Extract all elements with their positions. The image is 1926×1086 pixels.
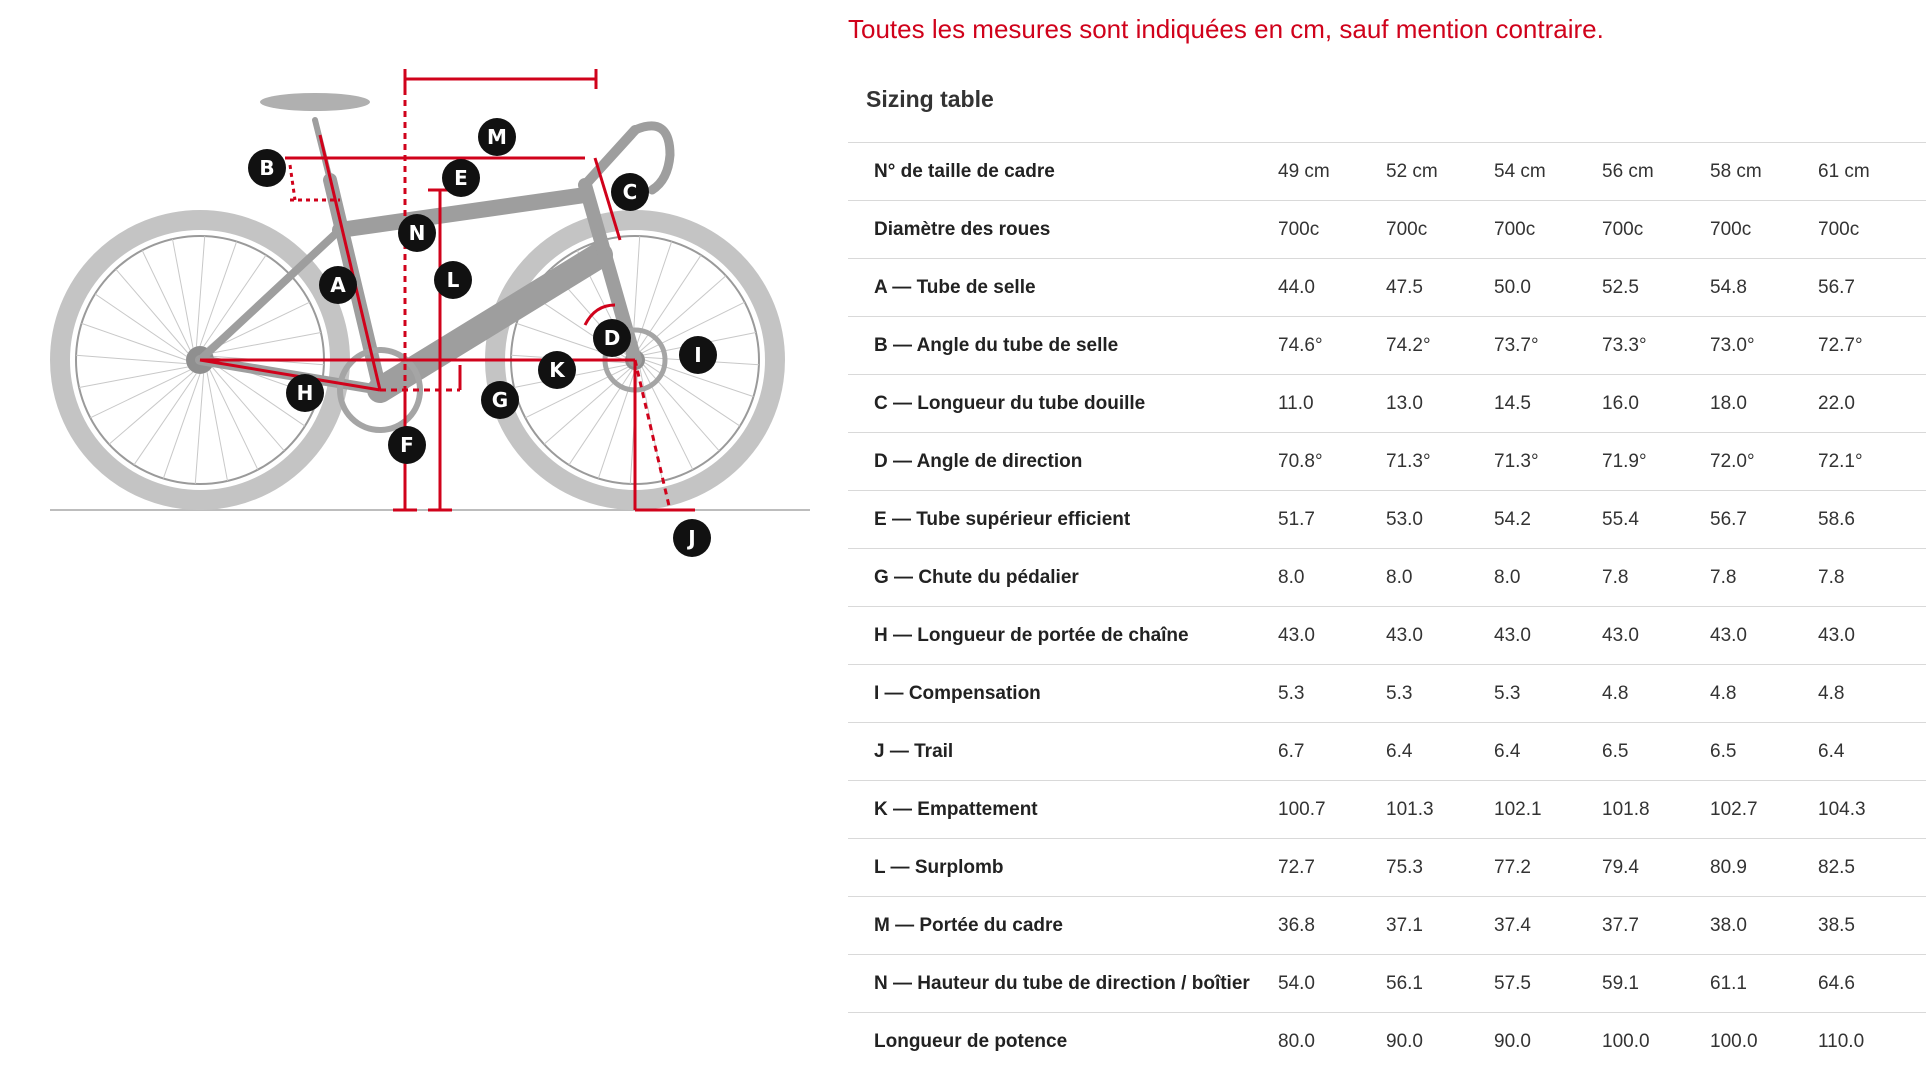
row-value: 71.9° bbox=[1602, 433, 1710, 491]
row-value: 43.0 bbox=[1386, 607, 1494, 665]
row-value: 43.0 bbox=[1710, 607, 1818, 665]
bike-geometry-diagram bbox=[40, 60, 810, 580]
row-value: 44.0 bbox=[1278, 259, 1386, 317]
row-value: 5.3 bbox=[1494, 665, 1602, 723]
row-value: 71.3° bbox=[1494, 433, 1602, 491]
row-label: B — Angle du tube de selle bbox=[848, 317, 1278, 375]
row-label: A — Tube de selle bbox=[848, 259, 1278, 317]
badge-E bbox=[442, 159, 480, 197]
row-value: 100.0 bbox=[1710, 1013, 1818, 1071]
svg-text:H: H bbox=[296, 381, 314, 405]
svg-text:D: D bbox=[603, 326, 621, 350]
table-row bbox=[848, 549, 1926, 607]
row-value: 58.6 bbox=[1818, 491, 1926, 549]
table-row bbox=[848, 897, 1926, 955]
svg-text:L: L bbox=[446, 268, 460, 292]
table-row bbox=[848, 839, 1926, 897]
svg-text:E: E bbox=[454, 166, 468, 190]
saddle bbox=[260, 93, 370, 111]
row-value: 16.0 bbox=[1602, 375, 1710, 433]
row-value: 64.6 bbox=[1818, 955, 1926, 1013]
row-value: 8.0 bbox=[1494, 549, 1602, 607]
row-value: 700c bbox=[1602, 201, 1710, 259]
svg-text:B: B bbox=[259, 156, 275, 180]
svg-text:G: G bbox=[491, 388, 509, 412]
table-row bbox=[848, 433, 1926, 491]
row-value: 54.8 bbox=[1710, 259, 1818, 317]
row-label: Diamètre des roues bbox=[848, 201, 1278, 259]
row-value: 43.0 bbox=[1818, 607, 1926, 665]
row-label: H — Longueur de portée de chaîne bbox=[848, 607, 1278, 665]
row-value: 110.0 bbox=[1818, 1013, 1926, 1071]
table-row bbox=[848, 143, 1926, 201]
svg-text:I: I bbox=[694, 343, 702, 367]
row-value: 54 cm bbox=[1494, 143, 1602, 201]
row-label: N — Hauteur du tube de direction / boîtier bbox=[848, 955, 1278, 1013]
row-value: 82.5 bbox=[1818, 839, 1926, 897]
row-value: 90.0 bbox=[1494, 1013, 1602, 1071]
table-row bbox=[848, 607, 1926, 665]
svg-text:J: J bbox=[688, 526, 696, 550]
table-row bbox=[848, 375, 1926, 433]
row-value: 11.0 bbox=[1278, 375, 1386, 433]
row-value: 104.3 bbox=[1818, 781, 1926, 839]
row-value: 52.5 bbox=[1602, 259, 1710, 317]
row-label: C — Longueur du tube douille bbox=[848, 375, 1278, 433]
row-value: 72.7° bbox=[1818, 317, 1926, 375]
row-value: 54.0 bbox=[1278, 955, 1386, 1013]
row-value: 43.0 bbox=[1278, 607, 1386, 665]
sizing-table-body bbox=[848, 143, 1926, 1071]
table-row bbox=[848, 1013, 1926, 1071]
row-value: 50.0 bbox=[1494, 259, 1602, 317]
row-value: 49 cm bbox=[1278, 143, 1386, 201]
row-label: G — Chute du pédalier bbox=[848, 549, 1278, 607]
row-value: 73.0° bbox=[1710, 317, 1818, 375]
row-value: 38.5 bbox=[1818, 897, 1926, 955]
row-value: 70.8° bbox=[1278, 433, 1386, 491]
row-value: 56.1 bbox=[1386, 955, 1494, 1013]
row-value: 80.0 bbox=[1278, 1013, 1386, 1071]
row-value: 6.5 bbox=[1710, 723, 1818, 781]
row-label: J — Trail bbox=[848, 723, 1278, 781]
row-value: 74.6° bbox=[1278, 317, 1386, 375]
row-value: 55.4 bbox=[1602, 491, 1710, 549]
row-value: 100.0 bbox=[1602, 1013, 1710, 1071]
row-value: 51.7 bbox=[1278, 491, 1386, 549]
row-value: 38.0 bbox=[1710, 897, 1818, 955]
row-value: 700c bbox=[1710, 201, 1818, 259]
badge-M bbox=[478, 118, 516, 156]
table-row bbox=[848, 955, 1926, 1013]
row-value: 18.0 bbox=[1710, 375, 1818, 433]
table-row bbox=[848, 317, 1926, 375]
badge-D bbox=[593, 319, 631, 357]
row-value: 101.8 bbox=[1602, 781, 1710, 839]
row-value: 4.8 bbox=[1602, 665, 1710, 723]
row-value: 6.5 bbox=[1602, 723, 1710, 781]
row-value: 73.3° bbox=[1602, 317, 1710, 375]
row-value: 8.0 bbox=[1278, 549, 1386, 607]
badge-J bbox=[673, 519, 711, 557]
svg-text:M: M bbox=[487, 125, 507, 149]
svg-text:A: A bbox=[330, 273, 346, 297]
row-value: 72.0° bbox=[1710, 433, 1818, 491]
row-value: 13.0 bbox=[1386, 375, 1494, 433]
row-value: 101.3 bbox=[1386, 781, 1494, 839]
row-value: 37.7 bbox=[1602, 897, 1710, 955]
row-value: 6.7 bbox=[1278, 723, 1386, 781]
row-label: K — Empattement bbox=[848, 781, 1278, 839]
row-label: D — Angle de direction bbox=[848, 433, 1278, 491]
units-notice: Toutes les mesures sont indiquées en cm, sauf mention contraire. bbox=[848, 14, 1604, 44]
row-value: 4.8 bbox=[1818, 665, 1926, 723]
row-value: 700c bbox=[1386, 201, 1494, 259]
row-value: 58 cm bbox=[1710, 143, 1818, 201]
badge-G bbox=[481, 381, 519, 419]
table-row bbox=[848, 723, 1926, 781]
row-value: 52 cm bbox=[1386, 143, 1494, 201]
svg-text:F: F bbox=[400, 433, 414, 457]
row-label: I — Compensation bbox=[848, 665, 1278, 723]
row-value: 79.4 bbox=[1602, 839, 1710, 897]
row-value: 7.8 bbox=[1710, 549, 1818, 607]
row-value: 6.4 bbox=[1494, 723, 1602, 781]
svg-text:N: N bbox=[408, 221, 426, 245]
row-label: Longueur de potence bbox=[848, 1013, 1278, 1071]
row-value: 700c bbox=[1278, 201, 1386, 259]
row-value: 72.7 bbox=[1278, 839, 1386, 897]
row-value: 102.7 bbox=[1710, 781, 1818, 839]
row-value: 71.3° bbox=[1386, 433, 1494, 491]
row-value: 56 cm bbox=[1602, 143, 1710, 201]
badge-B bbox=[248, 149, 286, 187]
row-value: 54.2 bbox=[1494, 491, 1602, 549]
row-label: E — Tube supérieur efficient bbox=[848, 491, 1278, 549]
row-value: 56.7 bbox=[1710, 491, 1818, 549]
row-value: 56.7 bbox=[1818, 259, 1926, 317]
table-row bbox=[848, 665, 1926, 723]
row-value: 6.4 bbox=[1818, 723, 1926, 781]
row-value: 37.4 bbox=[1494, 897, 1602, 955]
row-value: 80.9 bbox=[1710, 839, 1818, 897]
row-value: 36.8 bbox=[1278, 897, 1386, 955]
row-value: 53.0 bbox=[1386, 491, 1494, 549]
row-value: 61.1 bbox=[1710, 955, 1818, 1013]
row-value: 73.7° bbox=[1494, 317, 1602, 375]
row-value: 14.5 bbox=[1494, 375, 1602, 433]
table-title: Sizing table bbox=[866, 86, 994, 112]
table-row bbox=[848, 259, 1926, 317]
row-value: 4.8 bbox=[1710, 665, 1818, 723]
row-value: 47.5 bbox=[1386, 259, 1494, 317]
row-value: 75.3 bbox=[1386, 839, 1494, 897]
row-value: 90.0 bbox=[1386, 1013, 1494, 1071]
badge-F bbox=[388, 426, 426, 464]
sizing-table bbox=[848, 142, 1926, 1071]
svg-text:C: C bbox=[622, 180, 638, 204]
table-row bbox=[848, 491, 1926, 549]
badge-A bbox=[319, 266, 357, 304]
badge-K bbox=[538, 351, 576, 389]
row-value: 43.0 bbox=[1494, 607, 1602, 665]
row-value: 61 cm bbox=[1818, 143, 1926, 201]
row-value: 700c bbox=[1818, 201, 1926, 259]
row-value: 7.8 bbox=[1602, 549, 1710, 607]
row-value: 72.1° bbox=[1818, 433, 1926, 491]
table-row bbox=[848, 201, 1926, 259]
table-row bbox=[848, 781, 1926, 839]
badge-L bbox=[434, 261, 472, 299]
row-value: 5.3 bbox=[1278, 665, 1386, 723]
row-label: L — Surplomb bbox=[848, 839, 1278, 897]
row-value: 77.2 bbox=[1494, 839, 1602, 897]
svg-text:K: K bbox=[549, 358, 565, 382]
row-value: 57.5 bbox=[1494, 955, 1602, 1013]
row-label: N° de taille de cadre bbox=[848, 143, 1278, 201]
row-value: 43.0 bbox=[1602, 607, 1710, 665]
row-value: 700c bbox=[1494, 201, 1602, 259]
badge-N bbox=[398, 214, 436, 252]
row-value: 37.1 bbox=[1386, 897, 1494, 955]
row-label: M — Portée du cadre bbox=[848, 897, 1278, 955]
badge-C bbox=[611, 173, 649, 211]
badge-H bbox=[286, 374, 324, 412]
row-value: 5.3 bbox=[1386, 665, 1494, 723]
row-value: 7.8 bbox=[1818, 549, 1926, 607]
row-value: 59.1 bbox=[1602, 955, 1710, 1013]
row-value: 22.0 bbox=[1818, 375, 1926, 433]
row-value: 102.1 bbox=[1494, 781, 1602, 839]
row-value: 100.7 bbox=[1278, 781, 1386, 839]
badge-I bbox=[679, 336, 717, 374]
row-value: 6.4 bbox=[1386, 723, 1494, 781]
row-value: 74.2° bbox=[1386, 317, 1494, 375]
row-value: 8.0 bbox=[1386, 549, 1494, 607]
